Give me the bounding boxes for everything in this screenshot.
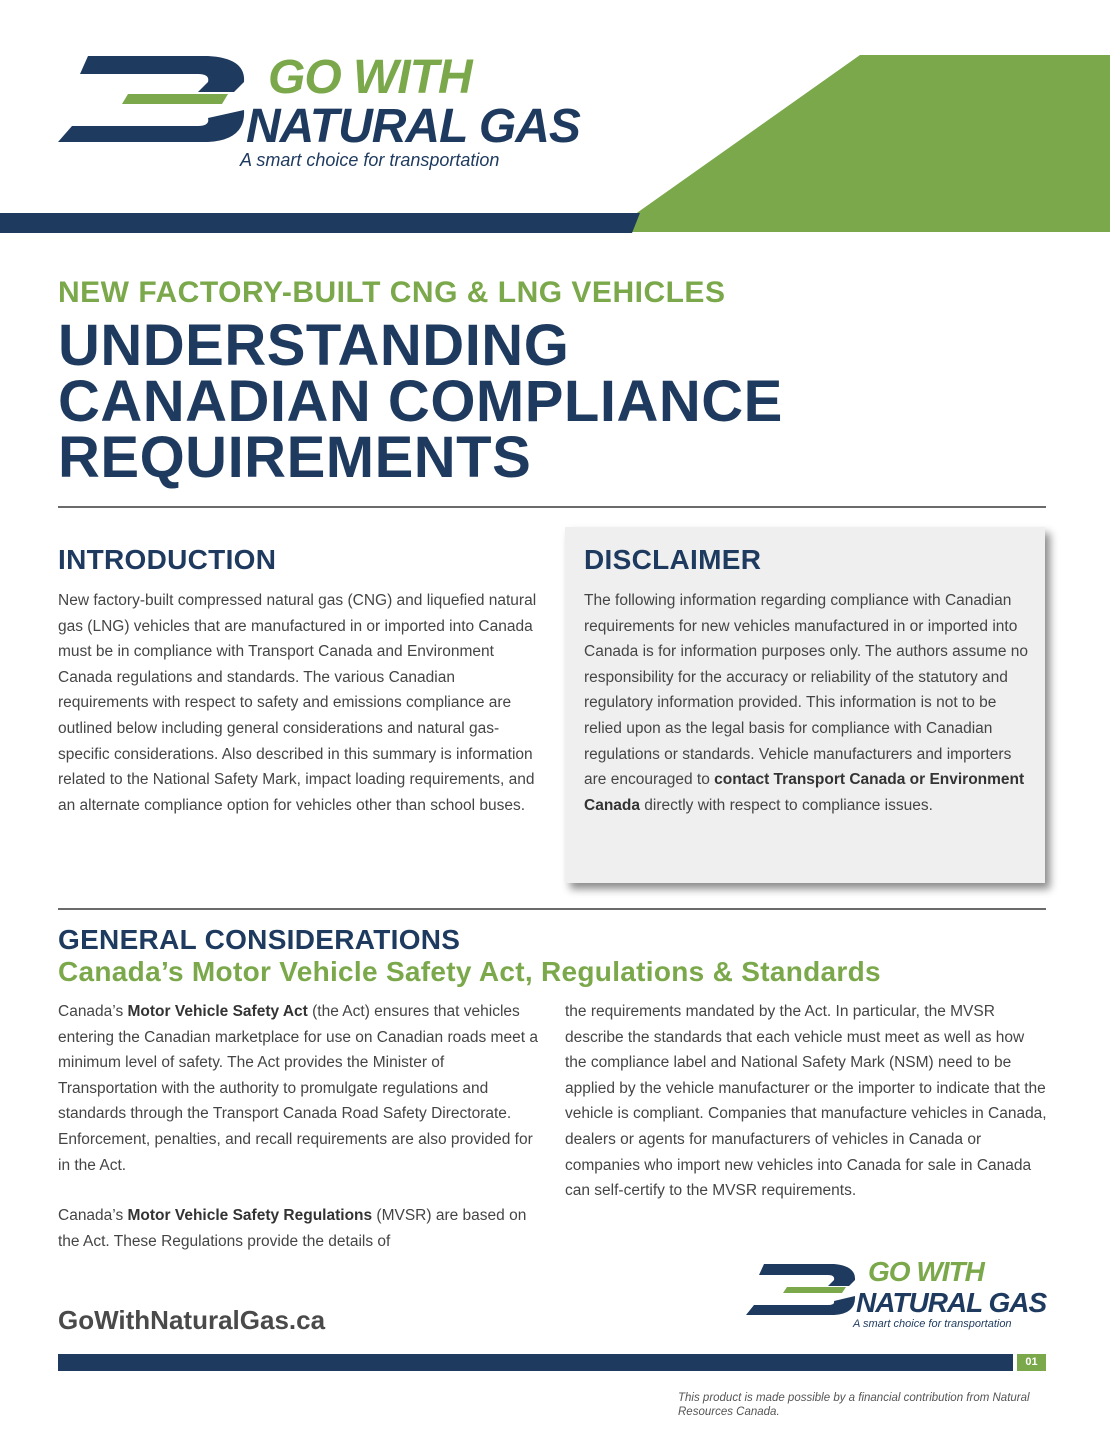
funding-credit: This product is made possible by a financial contribution from Natural Resources Canada.	[678, 1392, 1030, 1418]
logo-go-with: GO WITH	[268, 51, 472, 104]
general-paragraph-1	[58, 999, 538, 1178]
general-paragraph-3: the requirements mandated by the Act. In particular, the MVSR describe the standards that each vehicle must meet as well as how the compliance label and National Safety Mark (NSM) need to be applied by the vehicle manufacturer or the importer to indicate that the vehicle is compliant. Companies that manufacture vehicles in Canada, dealers or agents for manufacturers of vehicles in Canada or companies who import new vehicles into Canada for sale in Canada can self-certify to the MVSR requirements.	[565, 1003, 1047, 1200]
disclaimer-heading: DISCLAIMER	[584, 544, 762, 575]
disclaimer-section	[584, 544, 1029, 818]
page-number: 01	[1017, 1354, 1046, 1371]
footer-logo-go-with: GO WITH	[868, 1256, 984, 1287]
footer-logo-natural-gas: NATURAL GAS	[856, 1287, 1047, 1318]
introduction-heading: INTRODUCTION	[58, 544, 277, 575]
divider-top	[58, 506, 1046, 508]
act-name: Motor Vehicle Safety Act	[127, 1003, 308, 1020]
paragraph-text: Canada’s	[58, 1207, 128, 1225]
logo-tagline: A smart choice for transportation	[240, 150, 500, 170]
header-navy-bar	[0, 213, 632, 233]
title-line-3: REQUIREMENTS	[58, 425, 532, 490]
logo-natural-gas: NATURAL GAS	[246, 100, 580, 153]
divider-middle	[58, 908, 1046, 910]
logo-mark-icon	[58, 52, 248, 144]
general-paragraph-2	[58, 1203, 538, 1254]
paragraph-text: (MVSR) are based on the Act. These Regulations provide the details of	[58, 1207, 527, 1250]
general-column-right	[565, 999, 1047, 1204]
general-subheading: Canada’s Motor Vehicle Safety Act, Regulations & Standards	[58, 956, 881, 987]
paragraph-text: (the Act) ensures that vehicles entering the Canadian marketplace for use on Canadian roads meet a minimum level of safety. The Act provides the Minister of Transportation with the authority to promulgate regulations and standards through the Transport Canada Road Safety Directorate. Enforcement, penalties, and recall requirements are also provided for in the Act.	[58, 1003, 538, 1174]
general-heading: GENERAL CONSIDERATIONS	[58, 924, 461, 955]
header-green-wedge	[610, 55, 1110, 232]
footer-logo-tagline: A smart choice for transportation	[853, 1318, 1012, 1330]
footer-bar	[58, 1354, 1013, 1371]
document-title	[58, 313, 1018, 490]
general-column-left	[58, 999, 538, 1254]
document-kicker: NEW FACTORY-BUILT CNG & LNG VEHICLES	[58, 276, 726, 309]
title-line-1: UNDERSTANDING	[58, 313, 570, 378]
footer-logo-mark-icon	[746, 1262, 858, 1316]
introduction-text: New factory-built compressed natural gas (CNG) and liquefied natural gas (LNG) vehicles that are manufactured in or imported into Canada must be in compliance with Transport Canada and Environment Canada regulations and standards. The various Canadian requirements with respect to safety and emissions compliance are outlined below including general considerations and natural gas-specific considerations. Also described in this summary is information related to the National Safety Mark, impact loading requirements, and an alternate compliance option for vehicles other than school buses.	[58, 592, 537, 814]
disclaimer-contact-emphasis: contact Transport Canada or Environment Canada	[584, 771, 1025, 814]
disclaimer-text-part: The following information regarding compliance with Canadian requirements for new vehicles manufactured in or imported into Canada is for information purposes only. The authors assume no responsibility for the accuracy or reliability of the statutory and regulatory information provided. This information is not to be relied upon as the legal basis for compliance with Canadian regulations or standards. Vehicle manufacturers and importers are encouraged to	[584, 592, 1029, 789]
paragraph-text: Canada’s	[58, 1003, 128, 1020]
title-line-2: CANADIAN COMPLIANCE	[58, 369, 783, 434]
disclaimer-text	[584, 588, 1029, 818]
introduction-section	[58, 544, 538, 818]
disclaimer-text-end: directly with respect to compliance issues.	[640, 796, 933, 814]
regulations-name: Motor Vehicle Safety Regulations	[127, 1207, 373, 1225]
website-link[interactable]: GoWithNaturalGas.ca	[58, 1305, 326, 1335]
